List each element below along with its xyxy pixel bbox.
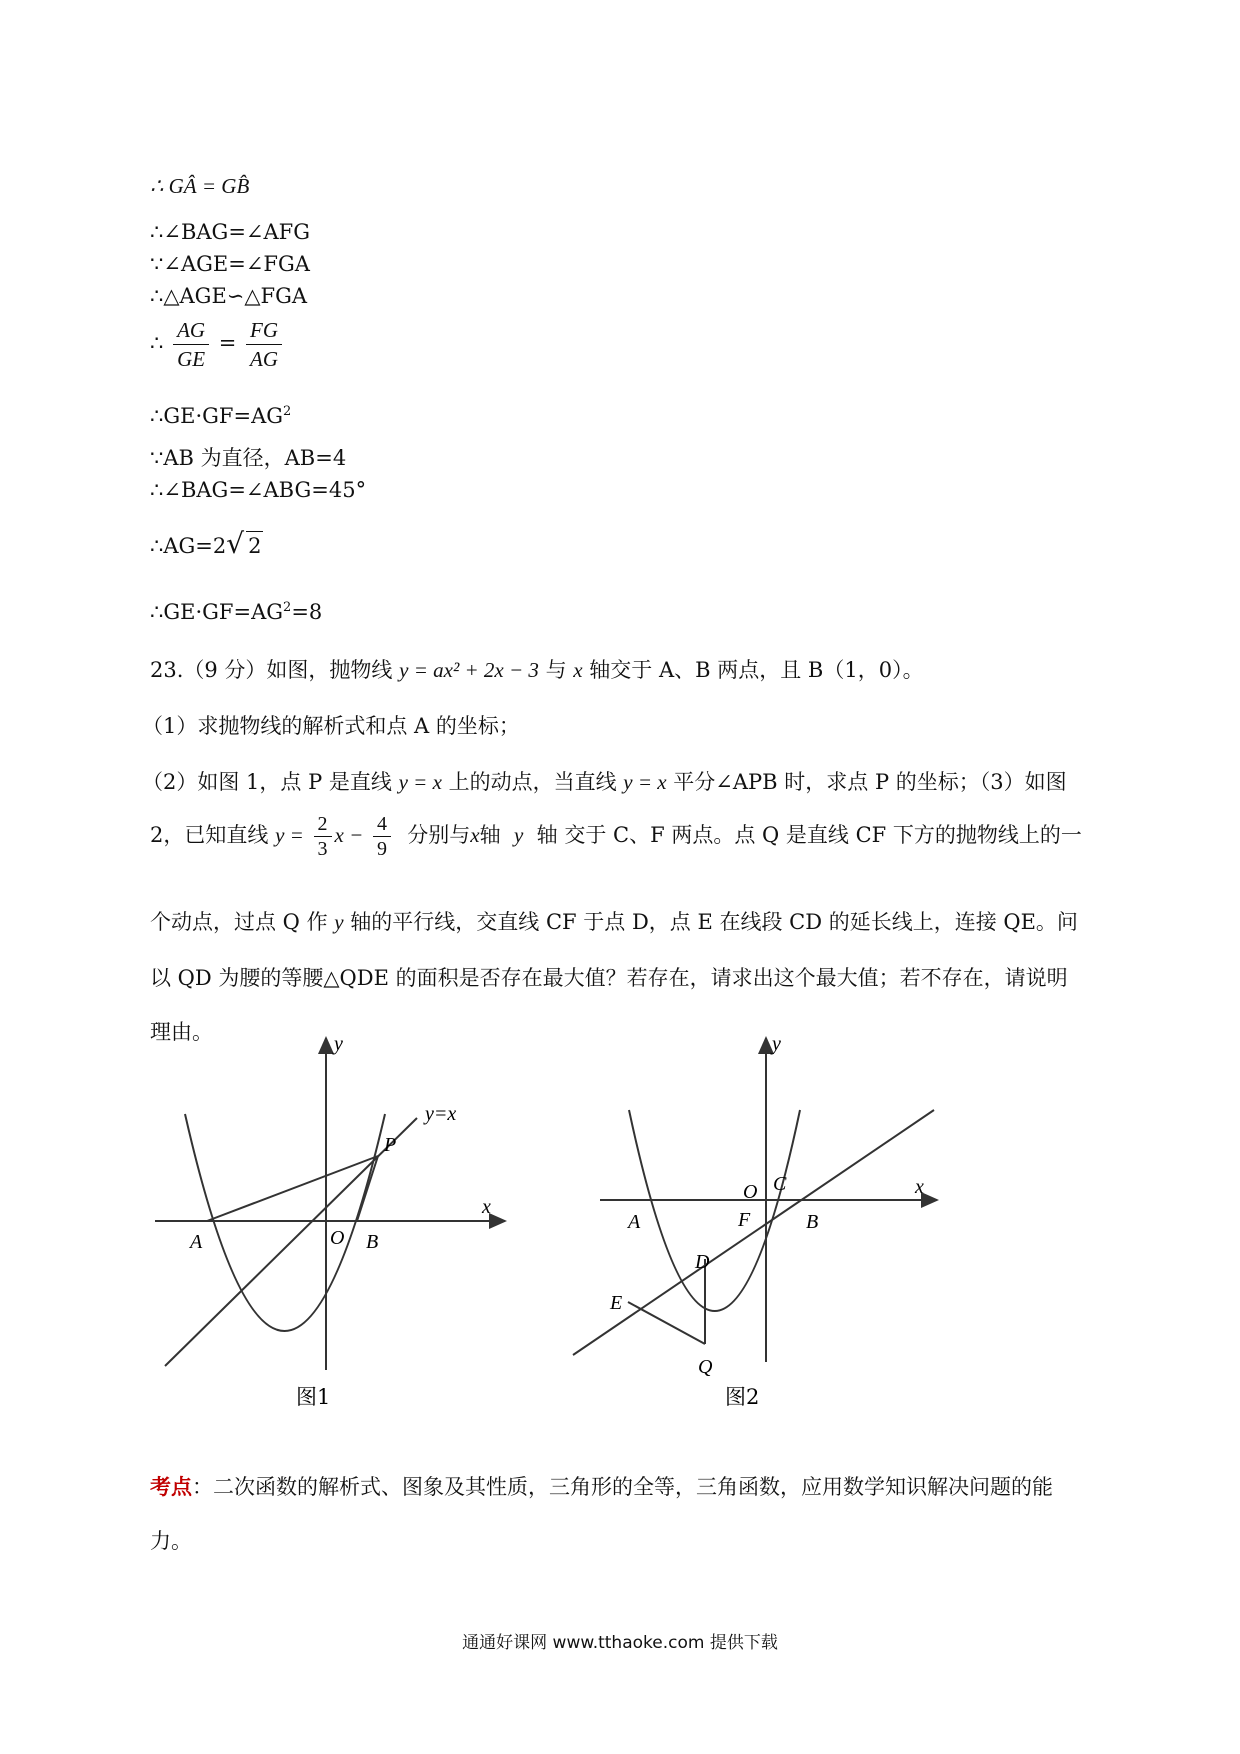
problem-intro: 23.（9 分）如图，抛物线 y = ax² + 2x − 3 与 x 轴交于 A、B 两点，且 B（1，0）。	[150, 658, 924, 682]
fraction-ag-ge: $\frac{AG}{GE}$	[173, 316, 209, 373]
problem-question-2: （2）如图 1，点 P 是直线 y = x 上的动点，当直线 y = x 平分∠APB 时，求点 P 的坐标；（3）如图	[142, 770, 1067, 794]
segment-eq	[628, 1302, 705, 1344]
proof-line-3: ∵∠AGE=∠FGA	[150, 252, 310, 276]
label-y: y	[772, 1033, 781, 1055]
proof-line-2: ∴∠BAG=∠AFG	[150, 220, 311, 244]
proof-line-7: ∵AB 为直径，AB=4	[150, 446, 347, 470]
label-x: x	[915, 1176, 924, 1198]
caption-figure-2: 图2	[725, 1385, 760, 1409]
problem-question-3-line-4: 理由。	[150, 1020, 213, 1044]
proof-line-4: ∴△AGE∽△FGA	[150, 284, 308, 308]
label-x: x	[482, 1196, 491, 1218]
fraction-fg-ag: $\frac{FG}{AG}$	[246, 316, 282, 373]
label-a: A	[628, 1211, 641, 1233]
footer: 通通好课网 www.tthaoke.com 提供下载	[462, 1633, 778, 1653]
figure-2	[565, 1030, 955, 1420]
label-o: O	[330, 1227, 345, 1249]
kaodian: 考点：二次函数的解析式、图象及其性质，三角形的全等，三角函数，应用数学知识解决问题的能 力。	[150, 1474, 1053, 1553]
kaodian-label: 考点	[150, 1474, 192, 1499]
label-a: A	[190, 1231, 203, 1253]
parabola	[629, 1110, 800, 1311]
label-d: D	[695, 1251, 710, 1273]
caption-figure-1: 图1	[296, 1385, 331, 1409]
proof-ratio: ∴ $\frac{AG}{GE}$ = $\frac{FG}{AG}$	[150, 316, 285, 373]
label-c: C	[773, 1173, 787, 1195]
line-y-equals-x	[165, 1118, 417, 1366]
label-line: y=x	[425, 1103, 457, 1125]
label-f: F	[738, 1209, 751, 1231]
segment-pa	[207, 1156, 378, 1221]
parabola	[185, 1114, 385, 1331]
label-y: y	[334, 1033, 343, 1055]
fraction-4-9: $\frac{4}{9}$	[373, 812, 391, 861]
figure-1	[150, 1030, 520, 1420]
proof-arc-equality: ∴ GÂ = GB̂	[150, 174, 250, 198]
label-b: B	[806, 1211, 819, 1233]
problem-question-3-line-2: 个动点，过点 Q 作 y 轴的平行线，交直线 CF 于点 D，点 E 在线段 CD 的延长线上，连接 QE。问	[150, 910, 1078, 934]
proof-line-10: $\therefore GE\cdot GF=AG^2=8$	[150, 600, 323, 624]
label-p: P	[384, 1134, 397, 1156]
label-b: B	[366, 1231, 379, 1253]
label-o: O	[743, 1181, 758, 1203]
problem-question-1: （1）求抛物线的解析式和点 A 的坐标；	[142, 714, 520, 738]
label-q: Q	[698, 1356, 713, 1378]
problem-question-3-line-3: 以 QD 为腰的等腰△QDE 的面积是否存在最大值？若存在，请求出这个最大值；若不存在，请说明	[150, 966, 1068, 990]
proof-line-8: ∴∠BAG=∠ABG=45°	[150, 478, 367, 502]
proof-line-6: $\therefore GE\cdot GF=AG^2$	[150, 404, 292, 428]
label-e: E	[610, 1292, 623, 1314]
fraction-2-3: $\frac{2}{3}$	[314, 812, 332, 861]
problem-question-3-line-1: 2，已知直线 y = $\frac{2}{3}$ x − $\frac{4}{9}$ 分别与x轴 y 轴 交于 C、F 两点。点 Q 是直线 CF 下方的抛物线上的一	[150, 813, 1082, 860]
proof-line-9: ∴AG=2√ 2	[150, 527, 262, 560]
